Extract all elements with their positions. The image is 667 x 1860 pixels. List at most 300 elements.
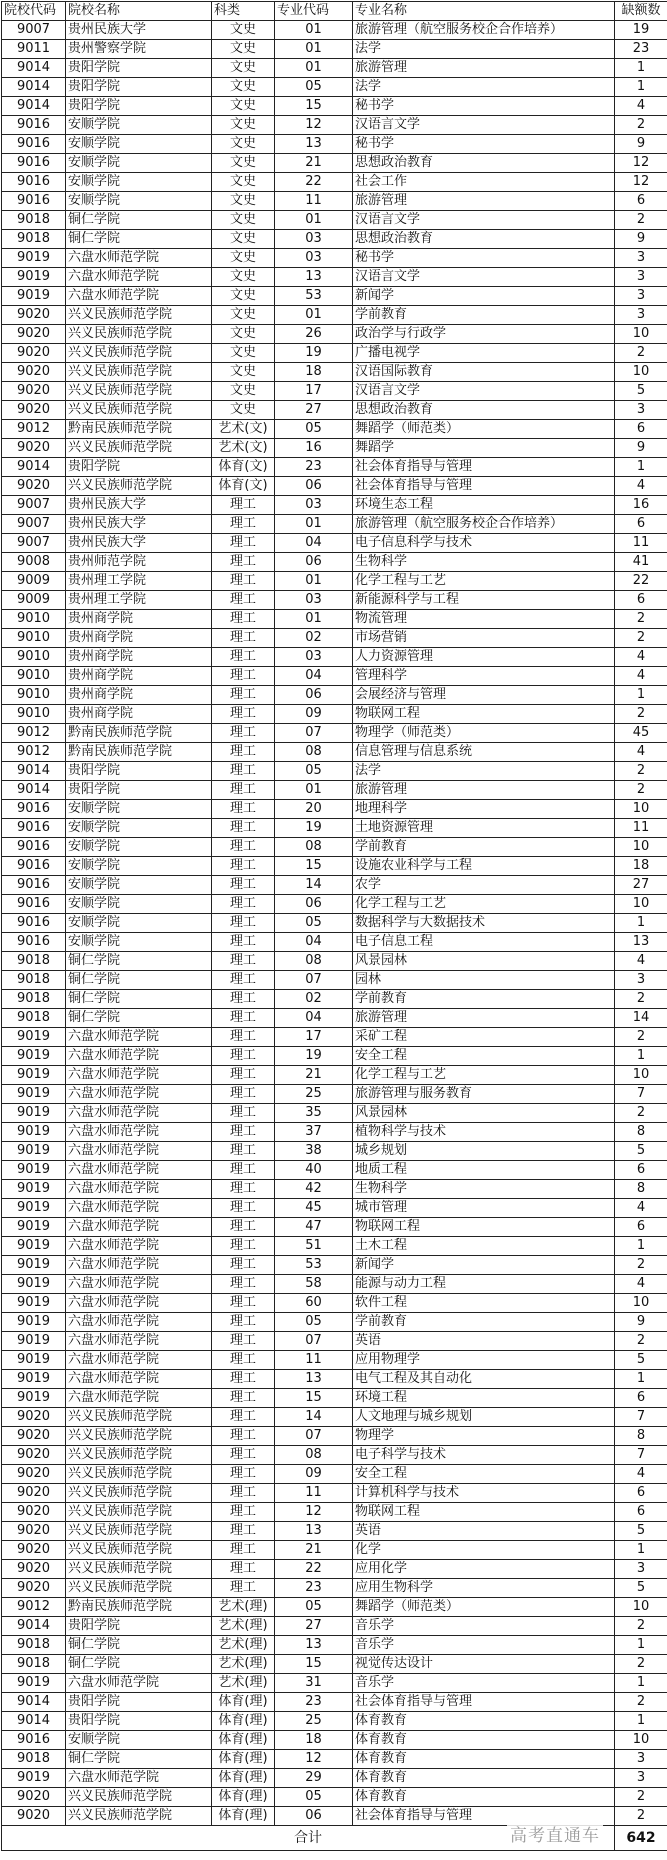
table-row xyxy=(2,990,667,1009)
school-name-cell: 贵阳学院 xyxy=(66,781,212,800)
major-name-cell: 音乐学 xyxy=(353,1617,615,1636)
subject-category-cell: 理工 xyxy=(212,743,275,762)
school-name-cell: 六盘水师范学院 xyxy=(66,1370,212,1389)
major-code-cell: 13 xyxy=(275,1370,353,1389)
major-name-cell: 人力资源管理 xyxy=(353,648,615,667)
school-name-cell: 兴义民族师范学院 xyxy=(66,344,212,363)
vacancy-count-cell: 3 xyxy=(615,249,667,268)
school-code-cell: 9014 xyxy=(2,762,66,781)
major-name-cell: 英语 xyxy=(353,1522,615,1541)
table-row xyxy=(2,1332,667,1351)
school-name-cell: 兴义民族师范学院 xyxy=(66,1541,212,1560)
major-name-cell: 社会体育指导与管理 xyxy=(353,477,615,496)
school-name-cell: 铜仁学院 xyxy=(66,211,212,230)
table-row xyxy=(2,591,667,610)
major-code-cell: 17 xyxy=(275,382,353,401)
table-row xyxy=(2,135,667,154)
school-code-cell: 9019 xyxy=(2,287,66,306)
major-code-cell: 45 xyxy=(275,1199,353,1218)
vacancy-count-cell: 45 xyxy=(615,724,667,743)
subject-category-cell: 文史 xyxy=(212,344,275,363)
vacancy-count-cell: 2 xyxy=(615,990,667,1009)
subject-category-cell: 文史 xyxy=(212,21,275,40)
major-code-cell: 08 xyxy=(275,838,353,857)
subject-category-cell: 理工 xyxy=(212,1313,275,1332)
vacancy-count-cell: 3 xyxy=(615,268,667,287)
subject-category-cell: 艺术(文) xyxy=(212,420,275,439)
school-name-cell: 贵阳学院 xyxy=(66,1617,212,1636)
school-code-cell: 9020 xyxy=(2,1522,66,1541)
vacancy-count-cell: 4 xyxy=(615,97,667,116)
subject-category-cell: 理工 xyxy=(212,876,275,895)
vacancy-count-cell: 6 xyxy=(615,1161,667,1180)
school-code-cell: 9019 xyxy=(2,1104,66,1123)
school-name-cell: 安顺学院 xyxy=(66,154,212,173)
subject-category-cell: 理工 xyxy=(212,572,275,591)
subject-category-cell: 理工 xyxy=(212,762,275,781)
table-row xyxy=(2,97,667,116)
school-code-cell: 9019 xyxy=(2,1237,66,1256)
school-name-cell: 安顺学院 xyxy=(66,914,212,933)
major-name-cell: 新能源科学与工程 xyxy=(353,591,615,610)
major-code-cell: 04 xyxy=(275,933,353,952)
school-code-cell: 9016 xyxy=(2,1731,66,1750)
vacancy-count-cell: 8 xyxy=(615,1427,667,1446)
major-name-cell: 舞蹈学（师范类） xyxy=(353,1598,615,1617)
major-name-cell: 安全工程 xyxy=(353,1465,615,1484)
vacancy-count-cell: 16 xyxy=(615,496,667,515)
subject-category-cell: 理工 xyxy=(212,1256,275,1275)
table-row xyxy=(2,306,667,325)
vacancy-count-cell: 5 xyxy=(615,382,667,401)
major-name-cell: 管理科学 xyxy=(353,667,615,686)
school-name-cell: 兴义民族师范学院 xyxy=(66,1522,212,1541)
major-code-cell: 27 xyxy=(275,401,353,420)
watermark: 高考直通车 xyxy=(507,1821,603,1846)
vacancy-count-cell: 4 xyxy=(615,743,667,762)
major-code-cell: 14 xyxy=(275,876,353,895)
major-code-cell: 21 xyxy=(275,1066,353,1085)
major-name-cell: 旅游管理 xyxy=(353,781,615,800)
major-name-cell: 学前教育 xyxy=(353,838,615,857)
major-code-cell: 06 xyxy=(275,477,353,496)
school-name-cell: 黔南民族师范学院 xyxy=(66,724,212,743)
vacancy-count-cell: 19 xyxy=(615,21,667,40)
vacancy-count-cell: 5 xyxy=(615,1142,667,1161)
school-code-cell: 9020 xyxy=(2,325,66,344)
vacancy-count-cell: 6 xyxy=(615,591,667,610)
school-name-cell: 兴义民族师范学院 xyxy=(66,401,212,420)
major-code-cell: 01 xyxy=(275,610,353,629)
major-code-cell: 01 xyxy=(275,781,353,800)
major-name-cell: 秘书学 xyxy=(353,135,615,154)
major-name-cell: 人文地理与城乡规划 xyxy=(353,1408,615,1427)
school-code-cell: 9016 xyxy=(2,819,66,838)
major-name-cell: 风景园林 xyxy=(353,1104,615,1123)
school-code-cell: 9019 xyxy=(2,1351,66,1370)
school-code-cell: 9018 xyxy=(2,971,66,990)
school-name-cell: 兴义民族师范学院 xyxy=(66,1503,212,1522)
school-name-cell: 贵阳学院 xyxy=(66,1693,212,1712)
school-name-cell: 贵阳学院 xyxy=(66,78,212,97)
table-row xyxy=(2,1180,667,1199)
school-code-cell: 9019 xyxy=(2,1674,66,1693)
major-name-cell: 软件工程 xyxy=(353,1294,615,1313)
vacancy-count-cell: 4 xyxy=(615,648,667,667)
table-row xyxy=(2,21,667,40)
table-row xyxy=(2,1313,667,1332)
table-row xyxy=(2,1047,667,1066)
major-code-cell: 38 xyxy=(275,1142,353,1161)
school-code-cell: 9018 xyxy=(2,230,66,249)
subject-category-cell: 理工 xyxy=(212,1123,275,1142)
school-code-cell: 9020 xyxy=(2,401,66,420)
major-name-cell: 采矿工程 xyxy=(353,1028,615,1047)
major-name-cell: 秘书学 xyxy=(353,97,615,116)
school-code-cell: 9020 xyxy=(2,306,66,325)
table-row xyxy=(2,724,667,743)
school-name-cell: 铜仁学院 xyxy=(66,952,212,971)
major-name-cell: 学前教育 xyxy=(353,990,615,1009)
school-code-cell: 9020 xyxy=(2,1503,66,1522)
table-row xyxy=(2,1560,667,1579)
school-name-cell: 贵州理工学院 xyxy=(66,572,212,591)
subject-category-cell: 体育(理) xyxy=(212,1693,275,1712)
table-row xyxy=(2,1674,667,1693)
table-row xyxy=(2,1788,667,1807)
major-name-cell: 数据科学与大数据技术 xyxy=(353,914,615,933)
table-row xyxy=(2,458,667,477)
school-code-cell: 9019 xyxy=(2,1769,66,1788)
major-code-cell: 09 xyxy=(275,705,353,724)
vacancy-count-cell: 10 xyxy=(615,800,667,819)
table-row xyxy=(2,477,667,496)
major-code-cell: 02 xyxy=(275,990,353,1009)
school-name-cell: 贵州商学院 xyxy=(66,629,212,648)
table-row xyxy=(2,192,667,211)
vacancy-count-cell: 10 xyxy=(615,1598,667,1617)
school-code-cell: 9016 xyxy=(2,116,66,135)
major-name-cell: 物流管理 xyxy=(353,610,615,629)
major-code-cell: 12 xyxy=(275,1503,353,1522)
major-code-cell: 11 xyxy=(275,192,353,211)
school-name-cell: 兴义民族师范学院 xyxy=(66,1807,212,1826)
total-label: 合计 xyxy=(2,1826,615,1851)
subject-category-cell: 理工 xyxy=(212,1085,275,1104)
subject-category-cell: 理工 xyxy=(212,1218,275,1237)
table-row xyxy=(2,1218,667,1237)
major-name-cell: 体育教育 xyxy=(353,1750,615,1769)
vacancy-count-cell: 22 xyxy=(615,572,667,591)
subject-category-cell: 艺术(理) xyxy=(212,1598,275,1617)
major-name-cell: 电子信息科学与技术 xyxy=(353,534,615,553)
subject-category-cell: 理工 xyxy=(212,781,275,800)
header-subject-category: 科类 xyxy=(212,2,275,21)
table-row xyxy=(2,667,667,686)
major-name-cell: 物联网工程 xyxy=(353,705,615,724)
vacancy-count-cell: 6 xyxy=(615,1389,667,1408)
major-code-cell: 08 xyxy=(275,952,353,971)
school-code-cell: 9007 xyxy=(2,496,66,515)
subject-category-cell: 文史 xyxy=(212,382,275,401)
table-row xyxy=(2,1370,667,1389)
school-code-cell: 9012 xyxy=(2,743,66,762)
subject-category-cell: 体育(理) xyxy=(212,1788,275,1807)
major-code-cell: 60 xyxy=(275,1294,353,1313)
subject-category-cell: 体育(理) xyxy=(212,1731,275,1750)
table-row xyxy=(2,1750,667,1769)
major-code-cell: 25 xyxy=(275,1712,353,1731)
major-code-cell: 05 xyxy=(275,914,353,933)
major-name-cell: 汉语言文学 xyxy=(353,382,615,401)
table-row xyxy=(2,971,667,990)
table-row xyxy=(2,819,667,838)
vacancy-count-cell: 3 xyxy=(615,1750,667,1769)
major-name-cell: 汉语国际教育 xyxy=(353,363,615,382)
major-code-cell: 04 xyxy=(275,1009,353,1028)
school-code-cell: 9020 xyxy=(2,382,66,401)
major-name-cell: 城乡规划 xyxy=(353,1142,615,1161)
school-code-cell: 9016 xyxy=(2,895,66,914)
school-name-cell: 兴义民族师范学院 xyxy=(66,1579,212,1598)
subject-category-cell: 艺术(文) xyxy=(212,439,275,458)
major-name-cell: 会展经济与管理 xyxy=(353,686,615,705)
school-code-cell: 9016 xyxy=(2,135,66,154)
vacancy-count-cell: 8 xyxy=(615,1180,667,1199)
school-code-cell: 9019 xyxy=(2,1332,66,1351)
major-name-cell: 安全工程 xyxy=(353,1047,615,1066)
subject-category-cell: 理工 xyxy=(212,971,275,990)
school-code-cell: 9012 xyxy=(2,1598,66,1617)
vacancy-count-cell: 4 xyxy=(615,477,667,496)
subject-category-cell: 艺术(理) xyxy=(212,1655,275,1674)
major-code-cell: 03 xyxy=(275,591,353,610)
subject-category-cell: 理工 xyxy=(212,1275,275,1294)
school-code-cell: 9019 xyxy=(2,1199,66,1218)
vacancy-count-cell: 2 xyxy=(615,344,667,363)
major-code-cell: 23 xyxy=(275,458,353,477)
school-name-cell: 兴义民族师范学院 xyxy=(66,325,212,344)
major-code-cell: 08 xyxy=(275,743,353,762)
school-code-cell: 9012 xyxy=(2,724,66,743)
major-name-cell: 物理学 xyxy=(353,1427,615,1446)
school-code-cell: 9010 xyxy=(2,629,66,648)
school-code-cell: 9007 xyxy=(2,515,66,534)
table-row xyxy=(2,1731,667,1750)
vacancy-count-cell: 3 xyxy=(615,1560,667,1579)
table-row xyxy=(2,1123,667,1142)
major-code-cell: 15 xyxy=(275,97,353,116)
vacancy-count-cell: 2 xyxy=(615,1256,667,1275)
vacancy-count-cell: 9 xyxy=(615,1313,667,1332)
school-code-cell: 9020 xyxy=(2,1560,66,1579)
school-code-cell: 9020 xyxy=(2,1408,66,1427)
major-name-cell: 应用化学 xyxy=(353,1560,615,1579)
subject-category-cell: 理工 xyxy=(212,1389,275,1408)
school-name-cell: 铜仁学院 xyxy=(66,1750,212,1769)
major-code-cell: 26 xyxy=(275,325,353,344)
major-code-cell: 31 xyxy=(275,1674,353,1693)
school-name-cell: 铜仁学院 xyxy=(66,971,212,990)
subject-category-cell: 理工 xyxy=(212,895,275,914)
major-code-cell: 05 xyxy=(275,762,353,781)
school-name-cell: 六盘水师范学院 xyxy=(66,1142,212,1161)
school-code-cell: 9018 xyxy=(2,952,66,971)
table-row xyxy=(2,838,667,857)
vacancy-count-cell: 1 xyxy=(615,1370,667,1389)
table-row xyxy=(2,1161,667,1180)
major-code-cell: 25 xyxy=(275,1085,353,1104)
major-code-cell: 13 xyxy=(275,1522,353,1541)
table-row xyxy=(2,287,667,306)
major-name-cell: 学前教育 xyxy=(353,306,615,325)
school-code-cell: 9019 xyxy=(2,1218,66,1237)
table-row xyxy=(2,1541,667,1560)
school-name-cell: 兴义民族师范学院 xyxy=(66,1427,212,1446)
school-code-cell: 9009 xyxy=(2,572,66,591)
school-code-cell: 9019 xyxy=(2,1180,66,1199)
vacancy-count-cell: 9 xyxy=(615,135,667,154)
subject-category-cell: 艺术(理) xyxy=(212,1674,275,1693)
school-code-cell: 9016 xyxy=(2,838,66,857)
table-row xyxy=(2,1408,667,1427)
subject-category-cell: 理工 xyxy=(212,1465,275,1484)
school-name-cell: 兴义民族师范学院 xyxy=(66,1484,212,1503)
subject-category-cell: 理工 xyxy=(212,857,275,876)
major-name-cell: 汉语言文学 xyxy=(353,211,615,230)
vacancy-count-cell: 2 xyxy=(615,1788,667,1807)
vacancy-count-cell: 10 xyxy=(615,1731,667,1750)
school-code-cell: 9019 xyxy=(2,1066,66,1085)
table-row xyxy=(2,230,667,249)
subject-category-cell: 理工 xyxy=(212,819,275,838)
school-name-cell: 兴义民族师范学院 xyxy=(66,1560,212,1579)
table-row xyxy=(2,1389,667,1408)
major-code-cell: 07 xyxy=(275,1332,353,1351)
major-code-cell: 16 xyxy=(275,439,353,458)
subject-category-cell: 理工 xyxy=(212,1009,275,1028)
header-school-name: 院校名称 xyxy=(66,2,212,21)
major-name-cell: 生物科学 xyxy=(353,1180,615,1199)
table-row xyxy=(2,781,667,800)
table-row xyxy=(2,1351,667,1370)
major-name-cell: 地理科学 xyxy=(353,800,615,819)
major-name-cell: 学前教育 xyxy=(353,1313,615,1332)
school-name-cell: 兴义民族师范学院 xyxy=(66,1788,212,1807)
school-name-cell: 贵州民族大学 xyxy=(66,21,212,40)
major-name-cell: 旅游管理（航空服务校企合作培养） xyxy=(353,515,615,534)
school-name-cell: 六盘水师范学院 xyxy=(66,1674,212,1693)
major-code-cell: 11 xyxy=(275,1351,353,1370)
table-row xyxy=(2,743,667,762)
school-code-cell: 9008 xyxy=(2,553,66,572)
table-row xyxy=(2,1275,667,1294)
subject-category-cell: 理工 xyxy=(212,1161,275,1180)
vacancy-count-cell: 13 xyxy=(615,933,667,952)
major-name-cell: 市场营销 xyxy=(353,629,615,648)
subject-category-cell: 体育(理) xyxy=(212,1750,275,1769)
major-name-cell: 电子信息工程 xyxy=(353,933,615,952)
school-code-cell: 9019 xyxy=(2,1389,66,1408)
subject-category-cell: 理工 xyxy=(212,1579,275,1598)
major-name-cell: 体育教育 xyxy=(353,1769,615,1788)
vacancy-count-cell: 5 xyxy=(615,1522,667,1541)
school-name-cell: 六盘水师范学院 xyxy=(66,1351,212,1370)
major-code-cell: 18 xyxy=(275,363,353,382)
major-name-cell: 新闻学 xyxy=(353,1256,615,1275)
table-row xyxy=(2,1769,667,1788)
school-code-cell: 9018 xyxy=(2,211,66,230)
header-vacancy-count: 缺额数 xyxy=(615,2,667,21)
school-name-cell: 贵州师范学院 xyxy=(66,553,212,572)
subject-category-cell: 艺术(理) xyxy=(212,1636,275,1655)
major-code-cell: 05 xyxy=(275,78,353,97)
school-code-cell: 9009 xyxy=(2,591,66,610)
school-code-cell: 9014 xyxy=(2,97,66,116)
school-code-cell: 9007 xyxy=(2,534,66,553)
school-name-cell: 贵阳学院 xyxy=(66,458,212,477)
major-code-cell: 13 xyxy=(275,268,353,287)
table-row xyxy=(2,648,667,667)
major-name-cell: 信息管理与信息系统 xyxy=(353,743,615,762)
major-name-cell: 思想政治教育 xyxy=(353,230,615,249)
major-name-cell: 体育教育 xyxy=(353,1712,615,1731)
subject-category-cell: 文史 xyxy=(212,306,275,325)
header-major-name: 专业名称 xyxy=(353,2,615,21)
subject-category-cell: 文史 xyxy=(212,78,275,97)
subject-category-cell: 理工 xyxy=(212,534,275,553)
vacancy-count-cell: 10 xyxy=(615,1066,667,1085)
school-code-cell: 9016 xyxy=(2,933,66,952)
school-name-cell: 六盘水师范学院 xyxy=(66,1066,212,1085)
vacancy-count-cell: 9 xyxy=(615,439,667,458)
major-name-cell: 环境工程 xyxy=(353,1389,615,1408)
major-name-cell: 设施农业科学与工程 xyxy=(353,857,615,876)
major-name-cell: 体育教育 xyxy=(353,1731,615,1750)
major-code-cell: 12 xyxy=(275,116,353,135)
table-row xyxy=(2,1256,667,1275)
school-name-cell: 六盘水师范学院 xyxy=(66,287,212,306)
header-school-code: 院校代码 xyxy=(2,2,66,21)
school-name-cell: 贵阳学院 xyxy=(66,762,212,781)
major-code-cell: 37 xyxy=(275,1123,353,1142)
school-name-cell: 六盘水师范学院 xyxy=(66,1123,212,1142)
major-name-cell: 物联网工程 xyxy=(353,1503,615,1522)
subject-category-cell: 体育(理) xyxy=(212,1769,275,1788)
major-name-cell: 社会体育指导与管理 xyxy=(353,1693,615,1712)
table-row xyxy=(2,705,667,724)
table-row xyxy=(2,1427,667,1446)
subject-category-cell: 理工 xyxy=(212,686,275,705)
major-code-cell: 03 xyxy=(275,648,353,667)
vacancy-count-cell: 2 xyxy=(615,610,667,629)
major-name-cell: 物理学（师范类） xyxy=(353,724,615,743)
vacancy-count-cell: 1 xyxy=(615,59,667,78)
major-code-cell: 01 xyxy=(275,211,353,230)
school-code-cell: 9019 xyxy=(2,249,66,268)
subject-category-cell: 文史 xyxy=(212,363,275,382)
table-row xyxy=(2,914,667,933)
school-code-cell: 9019 xyxy=(2,1294,66,1313)
school-code-cell: 9019 xyxy=(2,1161,66,1180)
table-row xyxy=(2,1066,667,1085)
table-row xyxy=(2,1522,667,1541)
subject-category-cell: 文史 xyxy=(212,116,275,135)
major-code-cell: 01 xyxy=(275,59,353,78)
subject-category-cell: 理工 xyxy=(212,648,275,667)
vacancy-count-cell: 2 xyxy=(615,705,667,724)
vacancy-count-cell: 6 xyxy=(615,1484,667,1503)
